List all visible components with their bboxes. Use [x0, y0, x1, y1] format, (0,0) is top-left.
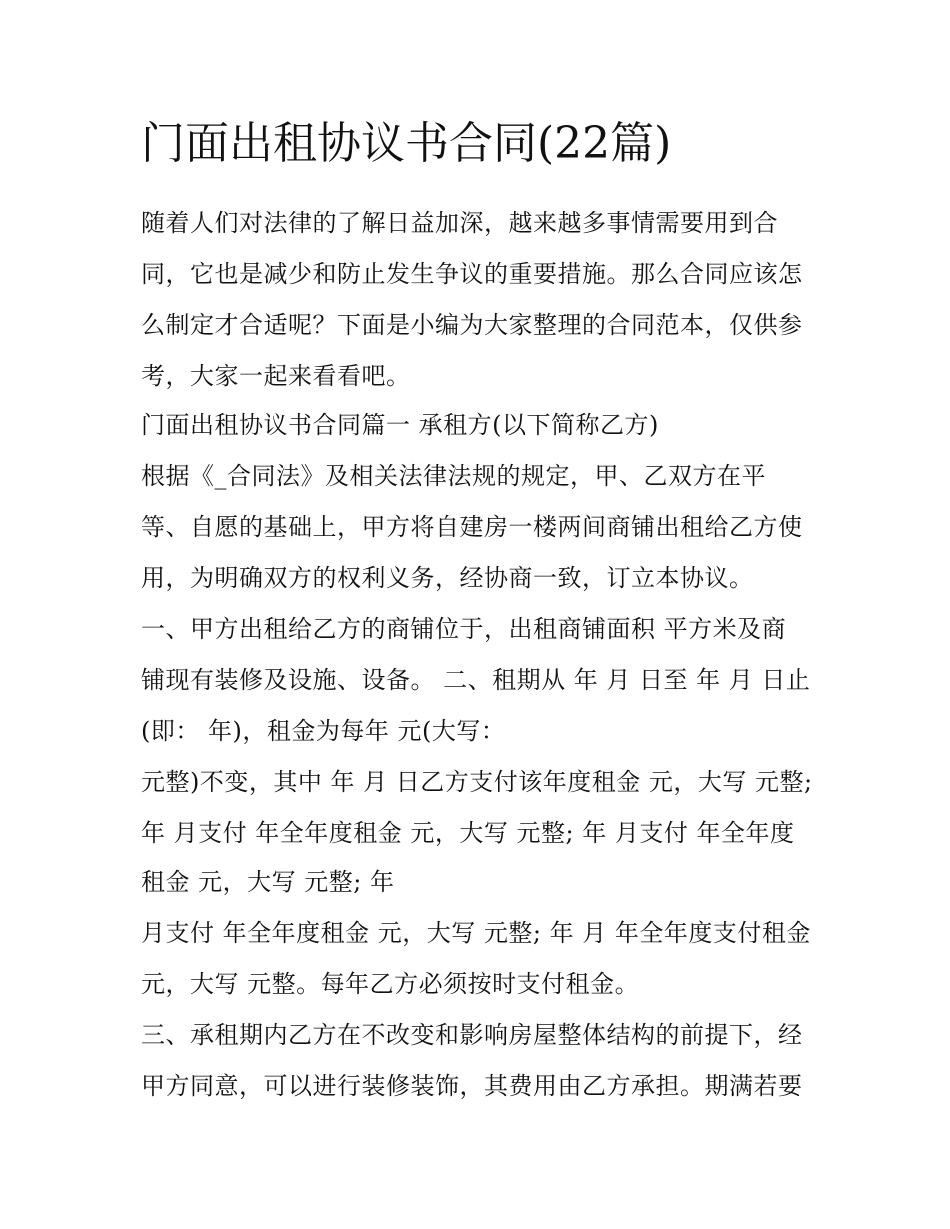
paragraph-line: 考，大家一起来看看吧。 [141, 362, 411, 390]
paragraph-line: 年 月支付 年全年度租金 元，大写 元整; 年 月支付 年全年度 [141, 819, 795, 847]
paragraph-line: 三、承租期内乙方在不改变和影响房屋整体结构的前提下，经 [141, 1021, 803, 1049]
paragraph-line: 元，大写 元整。每年乙方必须按时支付租金。 [141, 970, 640, 998]
paragraph-line: 用，为明确双方的权利义务，经协商一致，订立本协议。 [141, 564, 754, 592]
paragraph-line: 元整)不变，其中 年 月 日乙方支付该年度租金 元，大写 元整; [141, 768, 813, 796]
paragraph-line: 甲方同意，可以进行装修装饰，其费用由乙方承担。期满若要 [141, 1072, 803, 1100]
paragraph-line: 同，它也是减少和防止发生争议的重要措施。那么合同应该怎 [141, 260, 803, 288]
paragraph-line: 随着人们对法律的了解日益加深，越来越多事情需要用到合 [141, 209, 778, 237]
paragraph-line: 铺现有装修及设施、设备。 二、租期从 年 月 日至 年 月 日止 [141, 666, 811, 694]
paragraph-line: 租金 元，大写 元整; 年 [141, 868, 395, 896]
paragraph-line: (即： 年)，租金为每年 元(大写： [141, 717, 506, 745]
paragraph-line: 月支付 年全年度租金 元，大写 元整; 年 月 年全年度支付租金 [141, 919, 811, 947]
paragraph-line: 根据《_合同法》及相关法律法规的规定，甲、乙双方在平 [141, 462, 766, 490]
paragraph-line: 一、甲方出租给乙方的商铺位于，出租商铺面积 平方米及商 [141, 615, 787, 643]
paragraph-line: 等、自愿的基础上，甲方将自建房一楼两间商铺出租给乙方使 [141, 513, 803, 541]
paragraph-line: 么制定才合适呢？下面是小编为大家整理的合同范本，仅供参 [141, 311, 803, 339]
section-heading-line: 门面出租协议书合同篇一 承租方(以下简称乙方) [141, 411, 659, 439]
document-title: 门面出租协议书合同(22篇) [141, 118, 672, 169]
